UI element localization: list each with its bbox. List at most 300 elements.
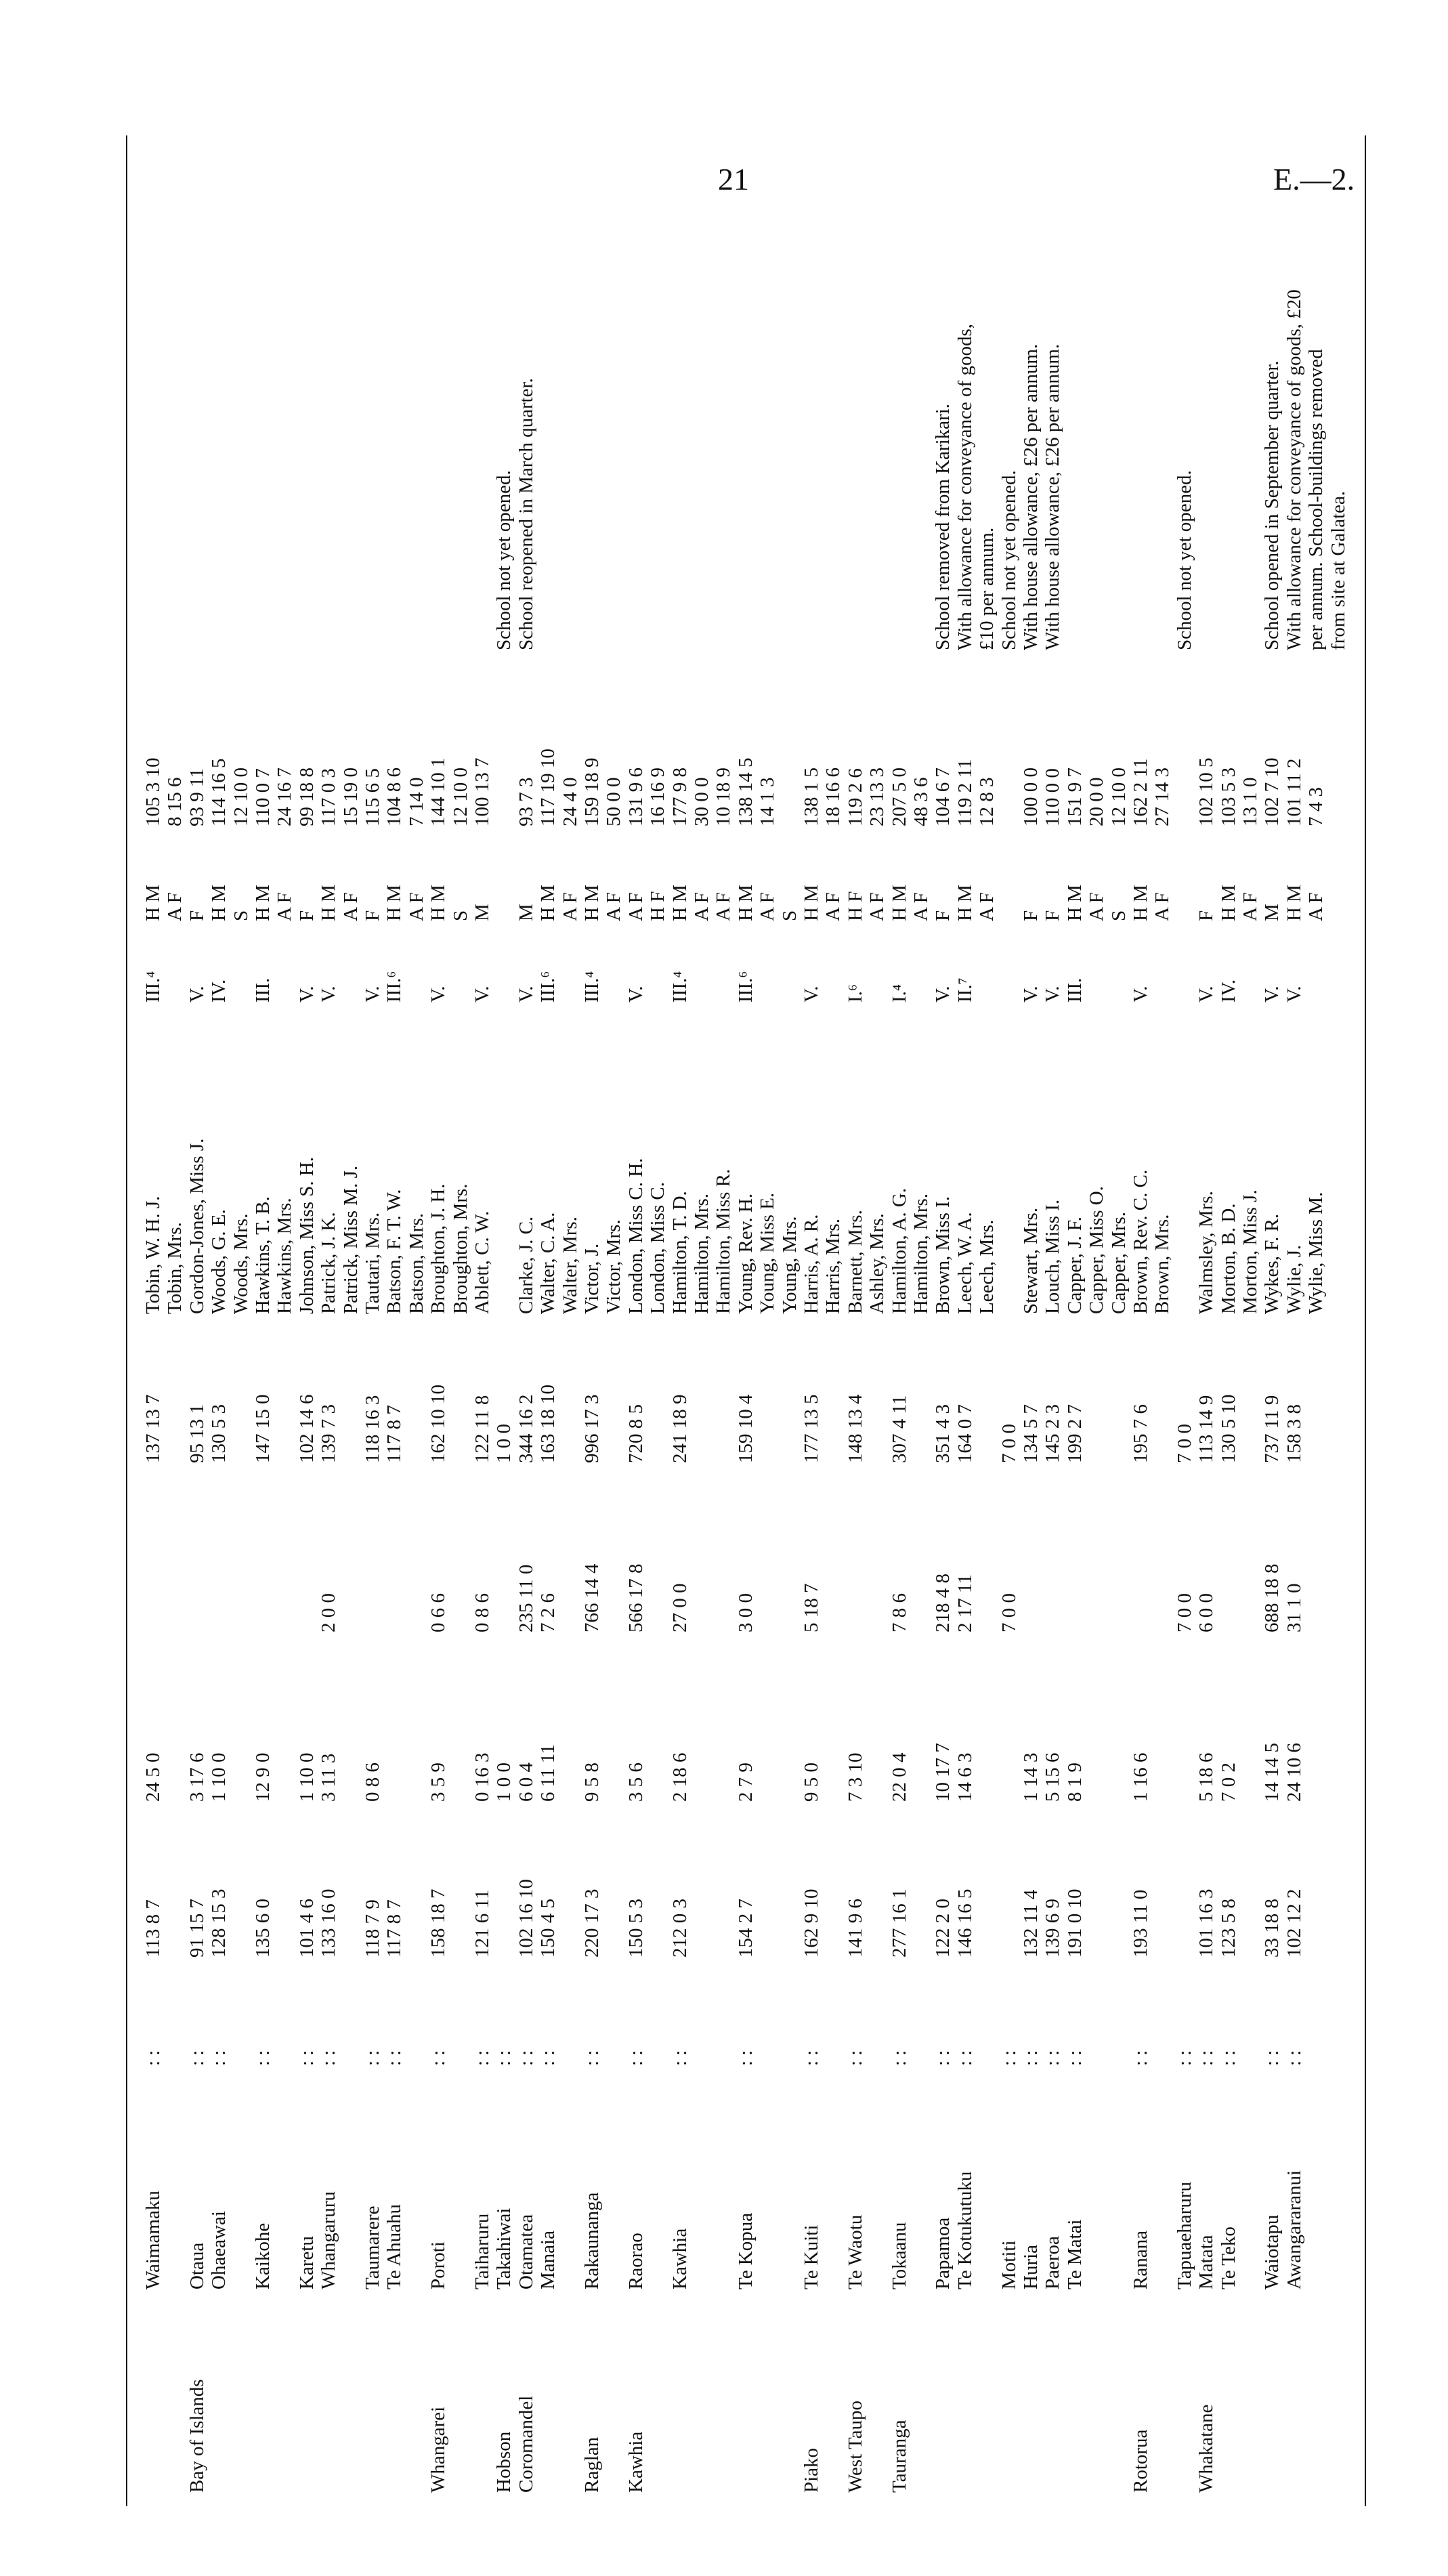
cell-teacher: Leech, W. A. <box>954 1212 976 1314</box>
cell-teacher: Wylie, Miss M. <box>1305 1191 1327 1314</box>
cell-salary: 14 1 3 <box>757 777 779 826</box>
cell-school: Rakaunanga <box>581 2192 603 2289</box>
cell-salary: 23 13 3 <box>866 767 889 826</box>
cell-m1: 146 16 5 <box>954 1888 976 1958</box>
cell-pos: F <box>362 910 383 921</box>
table-row <box>779 122 801 2533</box>
cell-m4: 162 10 10 <box>427 1385 450 1463</box>
cell-school: Papamoa <box>932 2217 954 2289</box>
table-row <box>252 122 274 2533</box>
cell-dots: : : <box>208 2050 230 2066</box>
cell-salary: 48 3 6 <box>910 777 932 826</box>
cell-pos: A F <box>164 892 186 921</box>
cell-teacher: Johnson, Miss S. H. <box>295 1156 318 1314</box>
cell-district: Rotorua <box>1130 2429 1151 2493</box>
cell-teacher: Ashley, Mrs. <box>866 1213 889 1314</box>
rotated-table <box>122 122 1409 2533</box>
cell-m1: 102 16 10 <box>515 1879 537 1958</box>
table-row <box>1261 122 1283 2533</box>
cell-teacher: Woods, G. E. <box>208 1209 230 1314</box>
cell-dots: : : <box>186 2050 208 2066</box>
table-row <box>647 122 668 2533</box>
table-row <box>801 122 822 2533</box>
cell-cls: V. <box>295 986 318 1002</box>
cell-teacher: Hamilton, Mrs. <box>910 1193 932 1314</box>
cell-m2: 5 15 6 <box>1042 1752 1064 1802</box>
cell-m2: 3 5 9 <box>427 1762 450 1802</box>
table-row <box>822 122 844 2533</box>
cell-m4: 737 11 9 <box>1261 1395 1283 1463</box>
cell-remarks: per annum. School-buildings removed <box>1305 349 1327 650</box>
cell-school: Raorao <box>624 2233 647 2289</box>
table-row <box>537 122 559 2533</box>
table-row <box>866 122 888 2533</box>
cell-dots: : : <box>1261 2050 1283 2066</box>
cell-pos: A F <box>1151 892 1174 921</box>
cell-remarks: School not yet opened. <box>1173 470 1195 650</box>
cell-m4: 134 5 7 <box>1020 1404 1042 1463</box>
cell-m1: 121 6 11 <box>471 1889 493 1958</box>
cell-dots: : : <box>383 2050 406 2066</box>
cell-m4: 195 7 6 <box>1130 1404 1151 1463</box>
cell-m1: 191 0 10 <box>1063 1888 1086 1958</box>
cell-m4: 158 3 8 <box>1283 1404 1305 1463</box>
cell-m1: 133 16 0 <box>318 1888 340 1958</box>
cell-teacher: Brown, Rev. C. C. <box>1130 1169 1151 1314</box>
cell-teacher: Brown, Mrs. <box>1151 1214 1174 1314</box>
table-row <box>318 122 339 2533</box>
cell-school: Te Matai <box>1063 2219 1086 2289</box>
cell-cls: I.⁴ <box>888 984 910 1002</box>
cell-m2: 1 0 0 <box>493 1762 515 1802</box>
cell-pos: F <box>1042 910 1064 921</box>
cell-cls: III.⁴ <box>142 971 164 1002</box>
cell-dots: : : <box>252 2050 274 2066</box>
cell-dots: : : <box>493 2050 515 2066</box>
cell-salary: 10 18 9 <box>712 767 735 826</box>
cell-pos: H M <box>1217 885 1239 921</box>
cell-teacher: Louch, Miss I. <box>1042 1199 1064 1314</box>
cell-dots: : : <box>142 2050 164 2066</box>
cell-salary: 93 9 11 <box>186 768 208 826</box>
cell-salary: 104 8 6 <box>383 767 406 826</box>
cell-teacher: Hawkins, T. B. <box>252 1196 274 1314</box>
cell-dots: : : <box>1063 2050 1086 2066</box>
table-row <box>142 122 164 2533</box>
cell-salary: 207 5 0 <box>888 767 910 826</box>
cell-school: Awangararanui <box>1283 2170 1305 2289</box>
cell-cls: III.⁶ <box>537 971 559 1002</box>
cell-pos: A F <box>822 892 845 921</box>
cell-pos: A F <box>976 892 998 921</box>
cell-teacher: Leech, Mrs. <box>976 1219 998 1314</box>
table-row <box>1042 122 1063 2533</box>
cell-m4: 241 18 9 <box>668 1394 691 1463</box>
cell-teacher: Clarke, J. C. <box>515 1216 537 1314</box>
cell-salary: 12 10 0 <box>230 767 252 826</box>
cell-m4: 147 15 0 <box>252 1394 274 1463</box>
cell-salary: 8 15 6 <box>164 777 186 826</box>
cell-dots: : : <box>295 2050 318 2066</box>
cell-m3: 766 14 4 <box>581 1563 603 1632</box>
cell-dots: : : <box>1283 2050 1305 2066</box>
cell-dots: : : <box>1130 2050 1151 2066</box>
table-row <box>208 122 230 2533</box>
cell-m1: 101 16 3 <box>1195 1888 1218 1958</box>
cell-dots: : : <box>537 2050 559 2066</box>
cell-remarks: £10 per annum. <box>976 527 998 650</box>
cell-salary: 102 7 10 <box>1261 757 1283 826</box>
table-row <box>362 122 383 2533</box>
cell-m1: 220 17 3 <box>581 1888 603 1958</box>
cell-school: Ranana <box>1130 2231 1151 2289</box>
cell-teacher: Harris, A. R. <box>801 1214 822 1314</box>
cell-salary: 144 10 1 <box>427 757 450 826</box>
cell-m3: 31 1 0 <box>1283 1583 1305 1632</box>
table-row <box>515 122 537 2533</box>
cell-cls: V. <box>186 986 208 1002</box>
cell-salary: 12 10 0 <box>449 767 471 826</box>
cell-pos: H M <box>888 885 910 921</box>
cell-m4: 7 0 0 <box>998 1424 1020 1463</box>
cell-salary: 7 14 0 <box>405 777 427 826</box>
cell-m1: 113 8 7 <box>142 1899 164 1958</box>
table-row <box>691 122 712 2533</box>
cell-cls: IV. <box>208 979 230 1002</box>
cell-salary: 93 7 3 <box>515 777 537 826</box>
cell-m1: 33 18 8 <box>1261 1899 1283 1958</box>
table-row <box>186 122 208 2533</box>
cell-dots: : : <box>427 2050 450 2066</box>
cell-m4: 117 8 7 <box>383 1405 406 1463</box>
cell-teacher: Wylie, J. <box>1283 1244 1305 1314</box>
cell-pos: A F <box>624 892 647 921</box>
cell-teacher: Patrick, J. K. <box>318 1212 340 1314</box>
cell-m4: 164 0 7 <box>954 1404 976 1463</box>
cell-salary: 99 18 8 <box>295 767 318 826</box>
cell-pos: A F <box>603 892 625 921</box>
cell-salary: 131 9 6 <box>624 767 647 826</box>
cell-teacher: Young, Rev. H. <box>734 1193 757 1314</box>
table-row <box>383 122 405 2533</box>
cell-remarks: With house allowance, £26 per annum. <box>1042 343 1064 650</box>
cell-pos: M <box>471 904 493 921</box>
cell-school: Taumarere <box>362 2205 383 2289</box>
cell-pos: A F <box>712 892 735 921</box>
cell-pos: F <box>1020 910 1042 921</box>
cell-dots: : : <box>954 2050 976 2066</box>
cell-teacher: Hamilton, T. D. <box>668 1191 691 1314</box>
cell-pos: A F <box>691 892 712 921</box>
cell-salary: 177 9 8 <box>668 767 691 826</box>
cell-teacher: Hawkins, Mrs. <box>274 1198 296 1314</box>
cell-remarks: School not yet opened. <box>998 470 1020 650</box>
cell-m2: 9 5 0 <box>801 1762 822 1802</box>
cell-salary: 27 14 3 <box>1151 767 1174 826</box>
cell-pos: H M <box>954 885 976 921</box>
cell-teacher: London, Miss C. <box>647 1182 669 1314</box>
cell-school: Te Kotukutuku <box>954 2171 976 2289</box>
cell-cls: V. <box>1042 986 1064 1002</box>
table-row <box>427 122 449 2533</box>
cell-school: Motiti <box>998 2240 1020 2289</box>
cell-pos: M <box>515 904 537 921</box>
cell-salary: 114 16 5 <box>208 758 230 826</box>
cell-dots: : : <box>1195 2050 1218 2066</box>
cell-m2: 3 17 6 <box>186 1752 208 1802</box>
cell-teacher: Patrick, Miss M. J. <box>339 1165 362 1314</box>
table-rule-bottom <box>1365 135 1366 2506</box>
cell-school: Paeroa <box>1042 2236 1064 2289</box>
cell-m2: 9 5 8 <box>581 1762 603 1802</box>
cell-dots: : : <box>515 2050 537 2066</box>
cell-m4: 113 14 9 <box>1195 1395 1218 1463</box>
cell-pos: H F <box>844 891 866 921</box>
cell-school: Karetu <box>295 2236 318 2289</box>
cell-teacher: Barnett, Mrs. <box>844 1210 866 1314</box>
cell-m4: 130 5 10 <box>1217 1394 1239 1463</box>
cell-teacher: Capper, Miss O. <box>1086 1186 1108 1314</box>
cell-remarks: School opened in September quarter. <box>1261 360 1283 650</box>
cell-dots: : : <box>932 2050 954 2066</box>
cell-teacher: Hamilton, Mrs. <box>691 1193 712 1314</box>
cell-cls: V. <box>362 986 383 1002</box>
cell-pos: H M <box>318 885 340 921</box>
cell-school: Tokaanu <box>888 2222 910 2289</box>
cell-cls: V. <box>1020 986 1042 1002</box>
cell-m2: 2 18 6 <box>668 1752 691 1802</box>
cell-salary: 110 0 0 <box>1042 768 1064 826</box>
table-row <box>910 122 932 2533</box>
cell-pos: H M <box>252 885 274 921</box>
cell-pos: H M <box>668 885 691 921</box>
cell-dots: : : <box>734 2050 757 2066</box>
cell-salary: 105 3 10 <box>142 757 164 826</box>
cell-teacher: Tautari, Mrs. <box>362 1212 383 1314</box>
table-row <box>450 122 471 2533</box>
cell-dots: : : <box>844 2050 866 2066</box>
cell-pos: H M <box>1283 885 1305 921</box>
table-row <box>164 122 186 2533</box>
cell-cls: III. <box>252 977 274 1002</box>
cell-teacher: Brown, Miss I. <box>932 1196 954 1314</box>
cell-m1: 141 9 6 <box>844 1899 866 1958</box>
cell-m3: 235 11 0 <box>515 1564 537 1632</box>
cell-school: Kaikohe <box>252 2222 274 2289</box>
cell-pos: A F <box>757 892 779 921</box>
cell-cls: III.⁶ <box>383 971 406 1002</box>
cell-district: Kawhia <box>624 2431 647 2493</box>
cell-school: Te Teko <box>1217 2226 1239 2289</box>
cell-dots: : : <box>1173 2050 1195 2066</box>
cell-pos: F <box>932 910 954 921</box>
cell-pos: S <box>1107 910 1130 921</box>
cell-m4: 159 10 4 <box>734 1394 757 1463</box>
cell-teacher: Batson, F. T. W. <box>383 1189 406 1314</box>
cell-m2: 1 16 6 <box>1130 1752 1151 1802</box>
cell-remarks: With allowance for conveyance of goods, <box>954 324 976 650</box>
cell-cls: V. <box>1130 986 1151 1002</box>
cell-dots: : : <box>801 2050 822 2066</box>
page-number: 21 <box>718 162 749 196</box>
cell-pos: M <box>1261 904 1283 921</box>
cell-pos: H M <box>801 885 822 921</box>
cell-m3: 7 8 6 <box>888 1593 910 1632</box>
cell-remarks: School removed from Karikari. <box>932 403 954 650</box>
cell-m4: 344 16 2 <box>515 1394 537 1463</box>
cell-salary: 101 11 2 <box>1283 758 1305 826</box>
cell-teacher: Morton, B. D. <box>1217 1203 1239 1314</box>
cell-remarks: With allowance for conveyance of goods, £20 <box>1283 289 1305 650</box>
cell-teacher: Young, Miss E. <box>757 1192 779 1314</box>
cell-cls: V. <box>932 986 954 1002</box>
cell-m2: 24 10 6 <box>1283 1743 1305 1802</box>
cell-m4: 145 2 3 <box>1042 1404 1064 1463</box>
table-row <box>735 122 757 2533</box>
cell-m4: 148 13 4 <box>844 1394 866 1463</box>
cell-pos: A F <box>910 892 932 921</box>
cell-m2: 6 0 4 <box>515 1762 537 1802</box>
cell-teacher: Broughton, Mrs. <box>449 1183 471 1314</box>
cell-pos: H F <box>647 891 669 921</box>
cell-salary: 100 13 7 <box>471 757 493 826</box>
cell-school: Ohaeawai <box>208 2211 230 2289</box>
cell-pos: H M <box>537 885 559 921</box>
cell-salary: 50 0 0 <box>603 777 625 826</box>
cell-school: Takahiwai <box>493 2208 515 2289</box>
cell-pos: H M <box>581 885 603 921</box>
cell-school: Poroti <box>427 2241 450 2289</box>
cell-teacher: London, Miss C. H. <box>624 1158 647 1314</box>
table-row <box>976 122 998 2533</box>
cell-pos: F <box>295 910 318 921</box>
cell-cls: V. <box>515 986 537 1002</box>
cell-dots: : : <box>668 2050 691 2066</box>
cell-m3: 566 17 8 <box>624 1563 647 1632</box>
cell-pos: F <box>1195 910 1218 921</box>
table-row <box>845 122 866 2533</box>
cell-m4: 177 13 5 <box>801 1394 822 1463</box>
cell-dots: : : <box>998 2050 1020 2066</box>
cell-teacher: Batson, Mrs. <box>405 1212 427 1314</box>
table-row <box>625 122 647 2533</box>
cell-teacher: Tobin, Mrs. <box>164 1222 186 1314</box>
cell-school: Te Kuiti <box>801 2224 822 2289</box>
cell-dots: : : <box>624 2050 647 2066</box>
cell-salary: 24 4 0 <box>559 777 581 826</box>
cell-school: Kawhia <box>668 2228 691 2289</box>
cell-district: Hobson <box>493 2431 515 2493</box>
cell-dots: : : <box>1020 2050 1042 2066</box>
cell-m1: 162 9 10 <box>801 1888 822 1958</box>
cell-m2: 2 7 9 <box>734 1762 757 1802</box>
table-rule-top <box>126 135 127 2506</box>
cell-school: Matata <box>1195 2235 1218 2289</box>
cell-m1: 158 18 7 <box>427 1888 450 1958</box>
cell-m2: 3 5 6 <box>624 1762 647 1802</box>
cell-pos: S <box>778 910 801 921</box>
cell-salary: 13 1 0 <box>1239 777 1261 826</box>
cell-m3: 7 0 0 <box>998 1593 1020 1632</box>
cell-m2: 6 11 11 <box>537 1744 559 1802</box>
cell-school: Huria <box>1020 2244 1042 2289</box>
cell-salary: 24 16 7 <box>274 767 296 826</box>
cell-m2: 3 11 3 <box>318 1753 340 1802</box>
cell-m2: 1 10 0 <box>295 1752 318 1802</box>
cell-cls: V. <box>427 986 450 1002</box>
cell-cls: V. <box>1261 986 1283 1002</box>
cell-teacher: Hamilton, A. G. <box>888 1187 910 1314</box>
cell-cls: V. <box>471 986 493 1002</box>
cell-m1: 91 15 7 <box>186 1899 208 1958</box>
cell-m2: 14 6 3 <box>954 1752 976 1802</box>
table-row <box>1239 122 1261 2533</box>
cell-salary: 159 18 9 <box>581 757 603 826</box>
cell-m2: 7 0 2 <box>1217 1762 1239 1802</box>
cell-m3: 5 18 7 <box>801 1583 822 1632</box>
cell-m1: 154 2 7 <box>734 1899 757 1958</box>
cell-m1: 118 7 9 <box>362 1899 383 1958</box>
table-row <box>998 122 1020 2533</box>
cell-teacher: Capper, Mrs. <box>1107 1211 1130 1314</box>
cell-cls: III.⁴ <box>668 971 691 1002</box>
cell-m3: 7 2 6 <box>537 1593 559 1632</box>
cell-teacher: Harris, Mrs. <box>822 1219 845 1314</box>
cell-m3: 2 17 11 <box>954 1574 976 1632</box>
cell-m1: 101 4 6 <box>295 1899 318 1958</box>
cell-teacher: Hamilton, Miss R. <box>712 1168 735 1314</box>
cell-cls: III. <box>1063 977 1086 1002</box>
cell-m3: 0 6 6 <box>427 1593 450 1632</box>
cell-salary: 15 19 0 <box>339 767 362 826</box>
cell-remarks: School reopened in March quarter. <box>515 378 537 650</box>
cell-m3: 7 0 0 <box>1173 1593 1195 1632</box>
cell-school: Otaua <box>186 2242 208 2289</box>
cell-salary: 110 0 7 <box>252 768 274 826</box>
cell-salary: 30 0 0 <box>691 777 712 826</box>
cell-m1: 135 6 0 <box>252 1899 274 1958</box>
cell-dots: : : <box>581 2050 603 2066</box>
cell-pos: H M <box>208 885 230 921</box>
table-row <box>1195 122 1217 2533</box>
table-row <box>471 122 493 2533</box>
cell-teacher: Victor, Mrs. <box>603 1219 625 1314</box>
cell-district: Raglan <box>581 2436 603 2493</box>
cell-district: Whakatane <box>1195 2404 1218 2493</box>
cell-teacher: Ablett, C. W. <box>471 1210 493 1314</box>
cell-school: Te Waotu <box>844 2214 866 2289</box>
cell-cls: V. <box>624 986 647 1002</box>
cell-school: Tapuaeharuru <box>1173 2182 1195 2289</box>
cell-m4: 7 0 0 <box>1173 1424 1195 1463</box>
cell-pos: S <box>449 910 471 921</box>
cell-district: Piako <box>801 2447 822 2493</box>
table-row <box>889 122 910 2533</box>
cell-cls: I.⁶ <box>844 984 866 1002</box>
cell-district: Bay of Islands <box>186 2379 208 2493</box>
table-row <box>1020 122 1042 2533</box>
table-row <box>757 122 778 2533</box>
cell-teacher: Walter, C. A. <box>537 1212 559 1314</box>
cell-pos: H M <box>1130 885 1151 921</box>
table-row <box>274 122 295 2533</box>
cell-pos: S <box>230 910 252 921</box>
table-row <box>340 122 362 2533</box>
table-row <box>1130 122 1151 2533</box>
cell-cls: II.⁷ <box>954 977 976 1002</box>
table-row <box>932 122 954 2533</box>
cell-teacher: Tobin, W. H. J. <box>142 1196 164 1314</box>
